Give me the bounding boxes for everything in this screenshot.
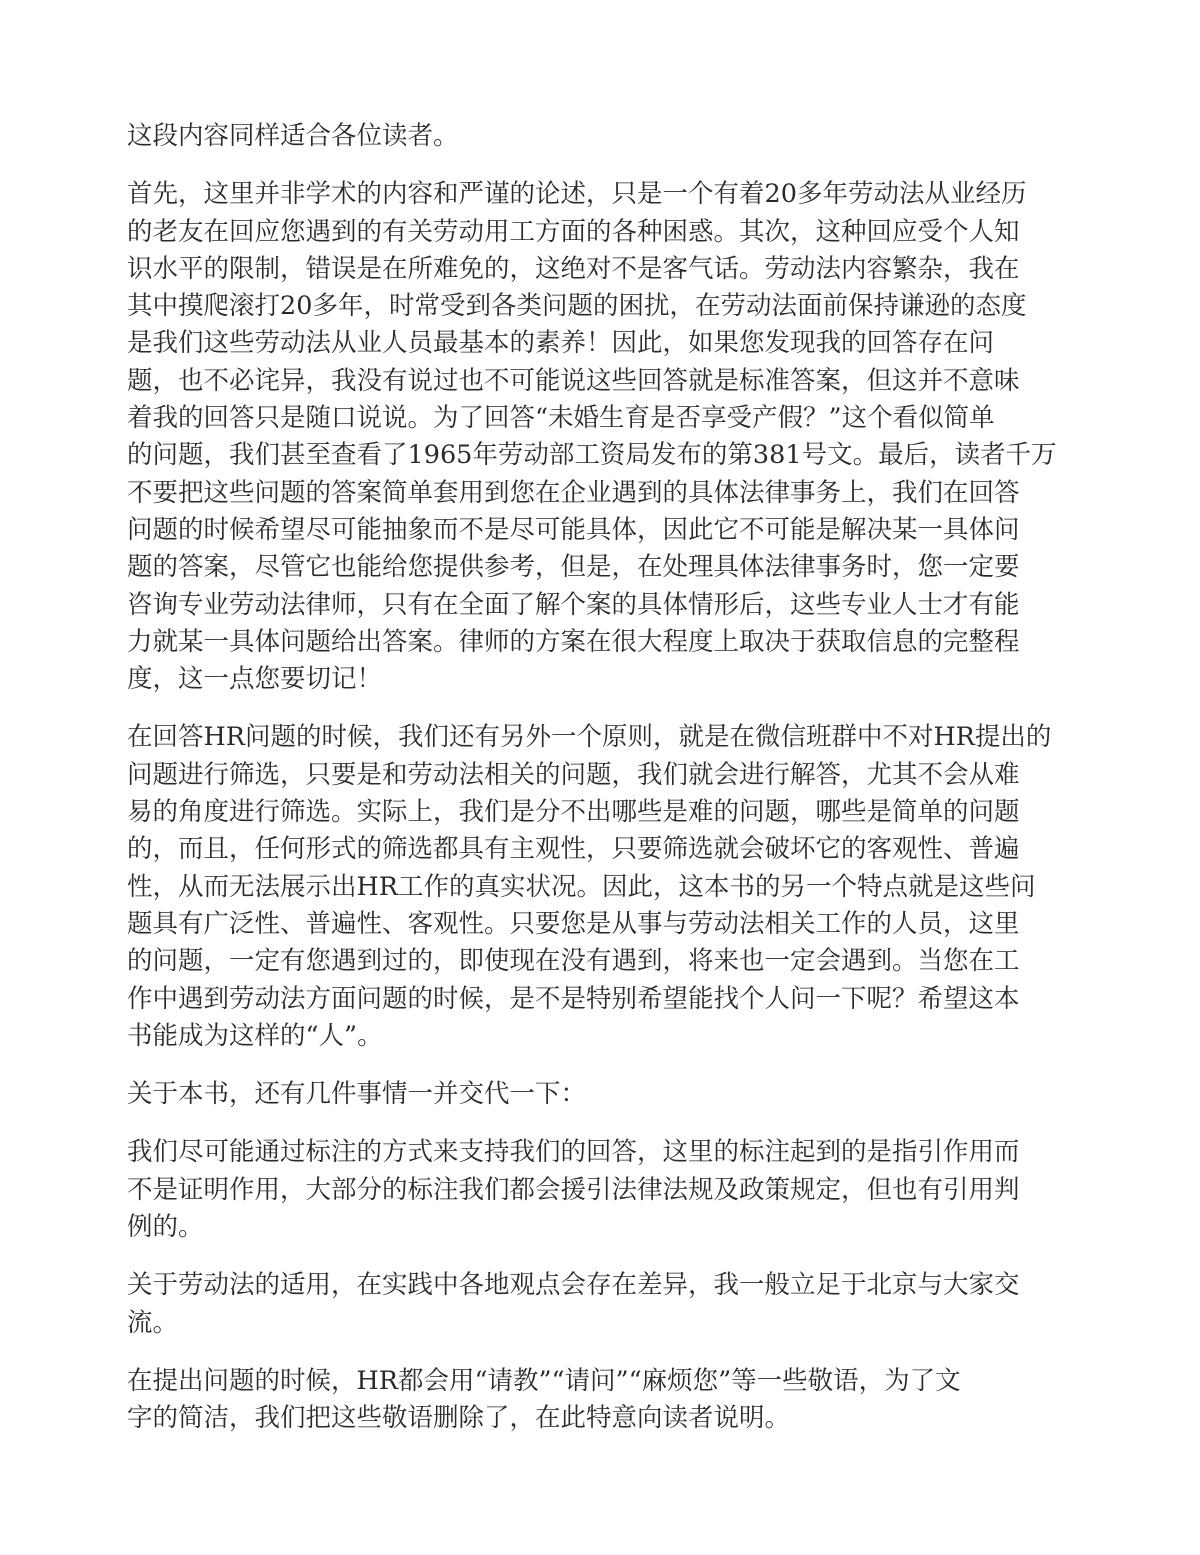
text-line: 字的简洁，我们把这些敬语删除了，在此特意向读者说明。 [127,1403,791,1434]
text-line: 题的答案，尽管它也能给您提供参考，但是，在处理具体法律事务时，您一定要 [127,552,1020,583]
text-line: 度，这一点您要切记！ [127,664,383,695]
text-line: 题，也不必诧异，我没有说过也不可能说这些回答就是标准答案，但这并不意味 [127,365,1020,396]
text-line: 在回答HR问题的时候，我们还有另外一个原则，就是在微信班群中不对HR提出的 [127,722,1052,753]
text-line: 是我们这些劳动法从业人员最基本的素养！因此，如果您发现我的回答存在问 [127,328,995,359]
text-line: 首先，这里并非学术的内容和严谨的论述，只是一个有着20多年劳动法从业经历 [127,179,1027,210]
document-page [127,118,1072,1459]
text-line: 的，而且，任何形式的筛选都具有主观性，只要筛选就会破坏它的客观性、普遍 [127,834,1020,865]
text-line: 咨询专业劳动法律师，只有在全面了解个案的具体情形后，这些专业人士才有能 [127,589,1020,620]
text-line: 问题进行筛选，只要是和劳动法相关的问题，我们就会进行解答，尤其不会从难 [127,759,1020,790]
paragraph [127,118,1072,155]
text-line: 的老友在回应您遇到的有关劳动用工方面的各种困惑。其次，这种回应受个人知 [127,216,1020,247]
text-line: 这段内容同样适合各位读者。 [127,121,459,151]
text-line: 性，从而无法展示出HR工作的真实状况。因此，这本书的另一个特点就是这些问 [127,871,1036,902]
paragraph [127,1134,1072,1246]
text-line: 的问题，一定有您遇到过的，即使现在没有遇到，将来也一定会遇到。当您在工 [127,946,1020,977]
text-line: 着我的回答只是随口说说。为了回答“未婚生育是否享受产假？”这个看似简单 [127,403,995,434]
text-line: 力就某一具体问题给出答案。律师的方案在很大程度上取决于获取信息的完整程 [127,626,1020,657]
text-line: 流。 [127,1307,179,1338]
paragraph [127,1267,1072,1342]
text-line: 问题的时候希望尽可能抽象而不是尽可能具体，因此它不可能是解决某一具体问 [127,514,1020,545]
text-line: 在提出问题的时候，HR都会用“请教”“请问”“麻烦您”等一些敬语，为了文 [127,1365,961,1396]
text-line: 例的。 [127,1212,204,1243]
text-line: 易的角度进行筛选。实际上，我们是分不出哪些是难的问题，哪些是简单的问题 [127,797,1020,828]
text-line: 关于本书，还有几件事情一并交代一下： [127,1079,587,1110]
text-line: 的问题，我们甚至查看了1965年劳动部工资局发布的第381号文。最后，读者千万 [127,440,1057,471]
text-line: 不是证明作用，大部分的标注我们都会援引法律法规及政策规定，但也有引用判 [127,1174,1020,1205]
paragraph [127,176,1072,698]
text-line: 书能成为这样的“人”。 [127,1020,383,1051]
text-line: 其中摸爬滚打20多年，时常受到各类问题的困扰，在劳动法面前保持谦逊的态度 [127,291,1027,322]
text-line: 我们尽可能通过标注的方式来支持我们的回答，这里的标注起到的是指引作用而 [127,1137,1020,1168]
text-line: 题具有广泛性、普遍性、客观性。只要您是从事与劳动法相关工作的人员，这里 [127,908,1020,939]
text-line: 作中遇到劳动法方面问题的时候，是不是特别希望能找个人问一下呢？希望这本 [127,983,1020,1014]
text-line: 识水平的限制，错误是在所难免的，这绝对不是客气话。劳动法内容繁杂，我在 [127,253,1020,284]
text-line: 关于劳动法的适用，在实践中各地观点会存在差异，我一般立足于北京与大家交 [127,1270,1020,1301]
paragraph [127,1076,1072,1113]
paragraph [127,719,1072,1055]
paragraph [127,1363,1072,1438]
text-line: 不要把这些问题的答案简单套用到您在企业遇到的具体法律事务上，我们在回答 [127,477,1020,508]
